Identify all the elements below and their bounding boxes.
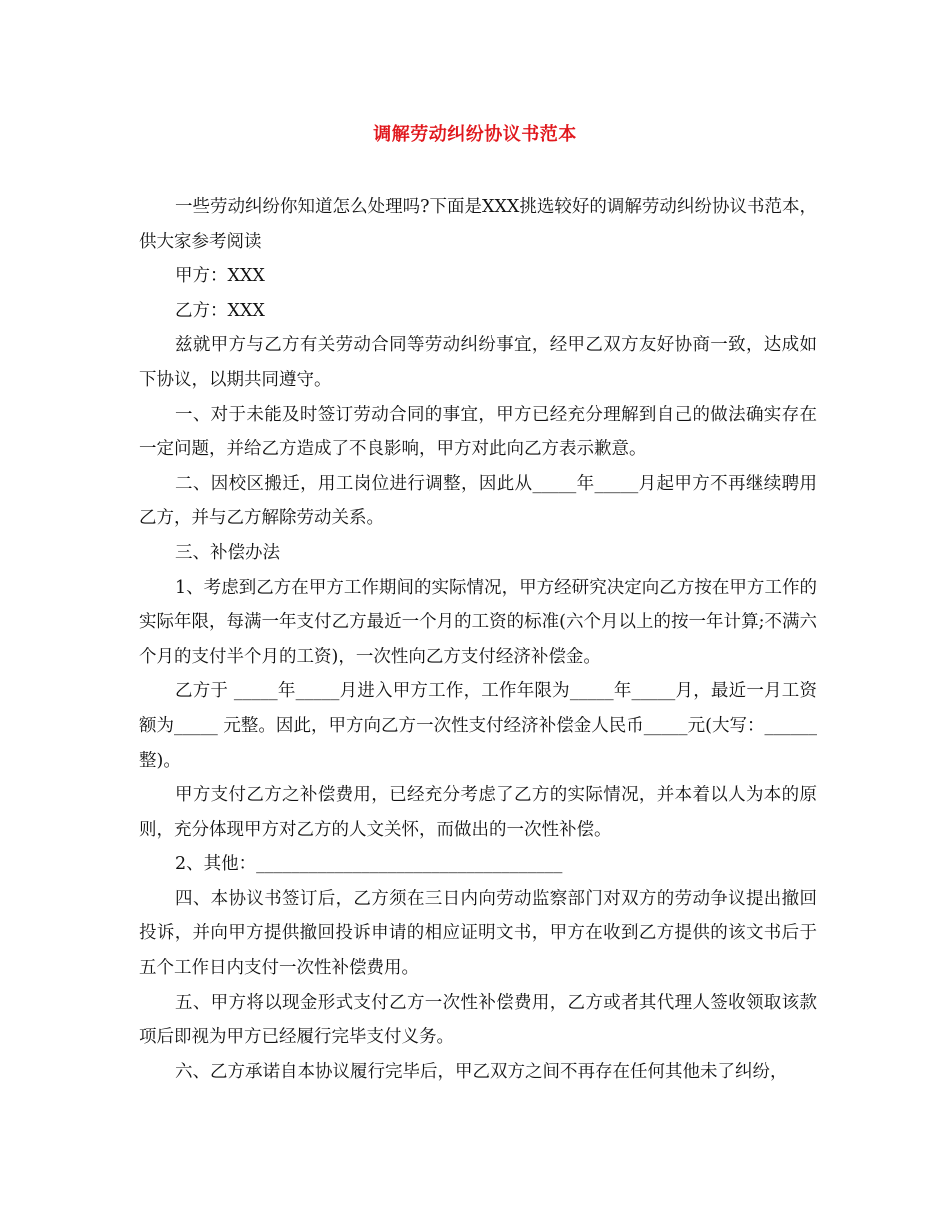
paragraph-clause-2: 二、因校区搬迁，用工岗位进行调整，因此从_____年_____月起甲方不再继续聘用乙方，并与乙方解除劳动关系。 — [139, 473, 817, 529]
paragraph-clause-5: 五、甲方将以现金形式支付乙方一次性补偿费用，乙方或者其代理人签收领取该款项后即视为甲方已经履行完毕支付义务。 — [139, 992, 817, 1048]
paragraph-clause-6: 六、乙方承诺自本协议履行完毕后，甲乙双方之间不再存在任何其他未了纠纷， — [175, 1061, 788, 1082]
paragraph-clause-1: 一、对于未能及时签订劳动合同的事宜，甲方已经充分理解到自己的做法确实存在一定问题，并给乙方造成了不良影响，甲方对此向乙方表示歉意。 — [139, 404, 817, 460]
paragraph-clause-3-item-1: 1、考虑到乙方在甲方工作期间的实际情况，甲方经研究决定向乙方按在甲方工作的实际年限，每满一年支付乙方最近一个月的工资的标准(六个月以上的按一年计算;不满六个月的支付半个月的工资)，一次性向乙方支付经济补偿金。 — [139, 577, 817, 667]
paragraph-clause-3-amount: 乙方于 _____年_____月进入甲方工作，工作年限为_____年_____月，最近一月工资额为_____ 元整。因此，甲方向乙方一次性支付经济补偿金人民币_____元(大写：______ 整)。 — [139, 681, 817, 771]
paragraph-party-a: 甲方：XXX — [175, 266, 265, 287]
paragraph-intro: 一些劳动纠纷你知道怎么处理吗?下面是XXX挑选较好的调解劳动纠纷协议书范本，供大家参考阅读 — [139, 197, 817, 252]
paragraph-clause-4: 四、本协议书签订后，乙方须在三日内向劳动监察部门对双方的劳动争议提出撤回投诉，并向甲方提供撤回投诉申请的相应证明文书，甲方在收到乙方提供的该文书后于五个工作日内支付一次性补偿费用。 — [139, 888, 817, 979]
paragraph-clause-3-note: 甲方支付乙方之补偿费用，已经充分考虑了乙方的实际情况，并本着以人为本的原则，充分体现甲方对乙方的人文关怀，而做出的一次性补偿。 — [139, 785, 817, 840]
paragraph-clause-3-item-2: 2、其他：___________________________________ — [175, 854, 563, 875]
document-title: 调解劳动纠纷协议书范本 — [373, 124, 577, 145]
paragraph-party-b: 乙方：XXX — [175, 300, 265, 321]
paragraph-preamble: 兹就甲方与乙方有关劳动合同等劳动纠纷事宜，经甲乙双方友好协商一致，达成如下协议，以期共同遵守。 — [139, 335, 817, 390]
document-body — [139, 190, 817, 1089]
paragraph-clause-3-heading: 三、补偿办法 — [175, 542, 280, 563]
